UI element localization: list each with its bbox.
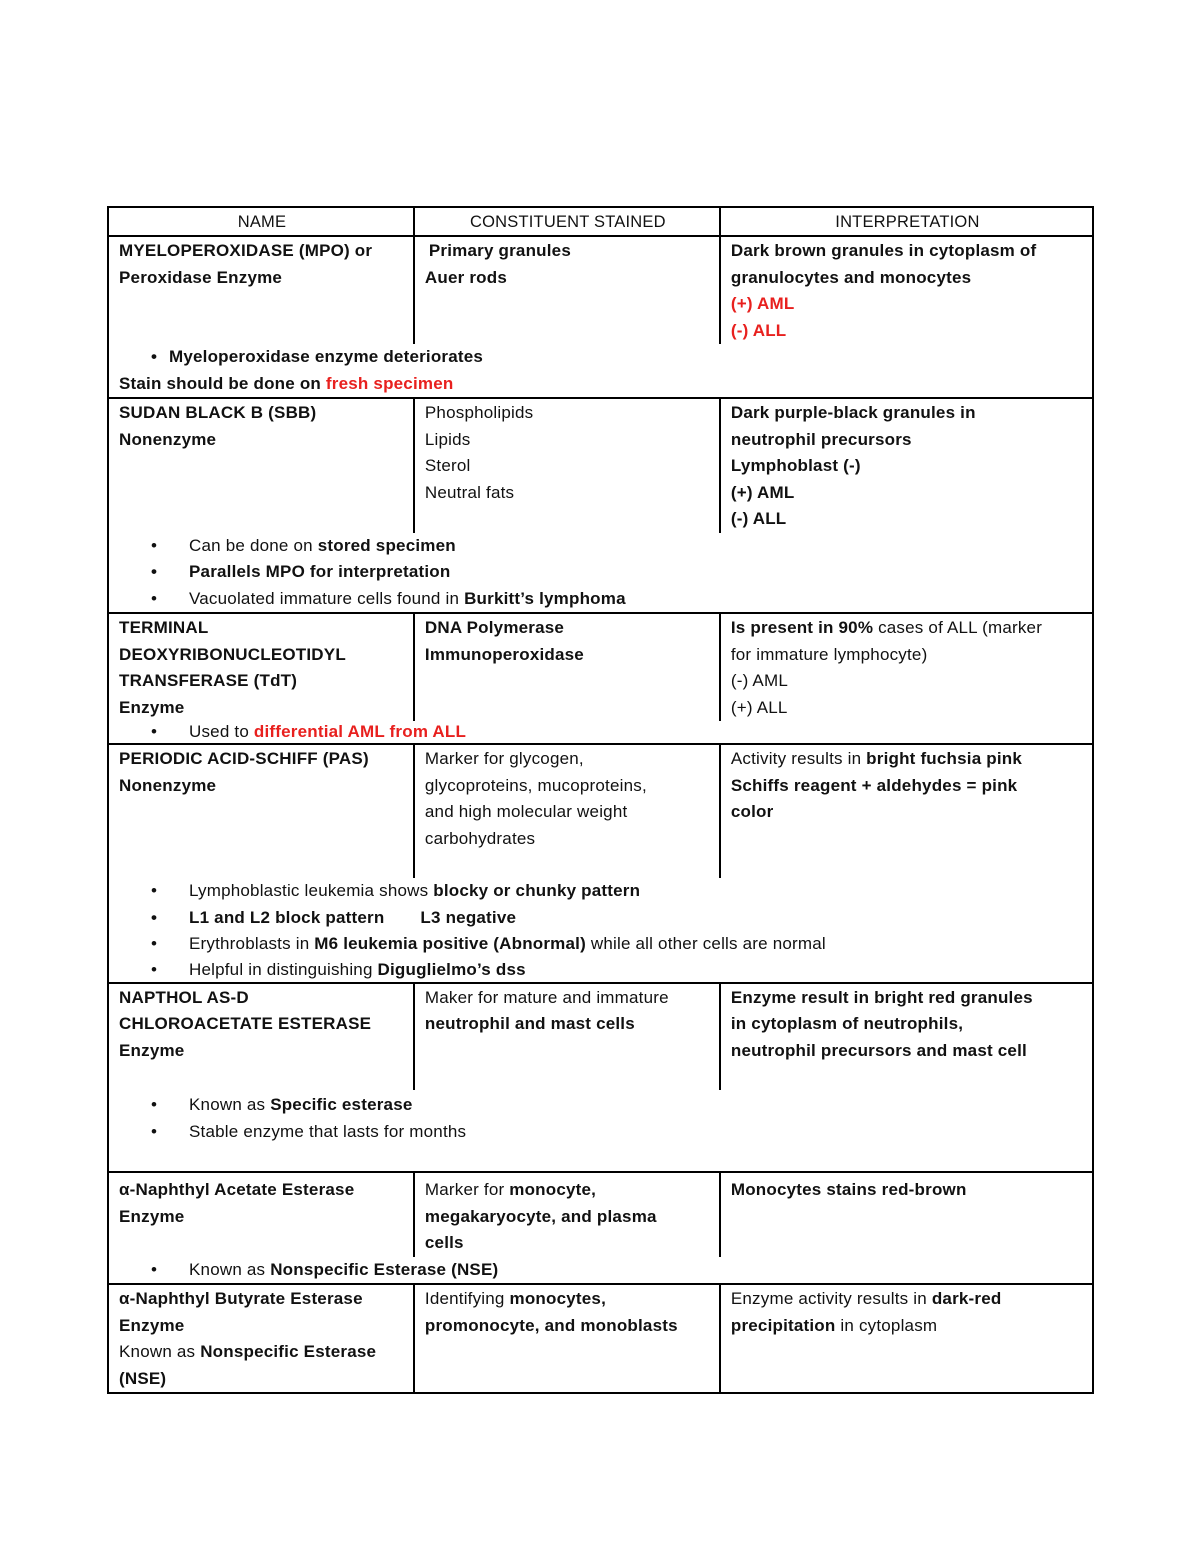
tdt-interp-line4: (+) ALL [730,697,788,717]
anb-name-line1: α-Naphthyl Butyrate Esterase [119,1289,363,1308]
table-notes-row [108,344,1093,398]
anb-interp-text: Enzyme activity results in [730,1289,932,1308]
tdt-bullet-red: differential AML from ALL [253,722,467,741]
napthol-name [108,983,414,1091]
mpo-interp-all: (-) ALL [730,320,787,340]
table-row [108,398,1093,533]
anb-interp-bold: dark-red [931,1289,1002,1308]
tdt-interp-bold: Is present in 90% [730,618,879,637]
pas-constituent-line2: glycoproteins, mucoproteins, [424,775,647,795]
sbb-constituent-line2: Lipids [424,429,471,449]
pas-name [108,744,414,878]
tdt-bullet-text: Used to [189,722,254,741]
pas-bullet-4-bold: Diguglielmo’s dss [377,959,526,979]
pas-bullet-1-text: Lymphoblastic leukemia shows [189,881,434,900]
sbb-bullet-3-text: Vacuolated immature cells found in [189,588,465,608]
table-notes-row [108,533,1093,614]
table-row [108,744,1093,878]
napthol-constituent-line2: neutrophil and mast cells [424,1014,635,1033]
sbb-interp-line2: neutrophil precursors [730,429,912,449]
pas-bullet-3-bold: M6 leukemia positive (Abnormal) [314,934,586,953]
tdt-name [108,613,414,721]
napthol-bullet-1 [151,1092,1084,1119]
table-row [108,1284,1093,1393]
pas-bullet-3 [151,931,1084,958]
napthol-interpretation [720,983,1093,1091]
pas-constituent-line1: Marker for glycogen, [424,749,584,768]
mpo-note-bullet: • Myeloperoxidase enzyme deteriorates [151,344,1084,371]
tdt-name-line4: Enzyme [119,697,185,717]
anb-interpretation [720,1284,1093,1393]
tdt-constituent [414,613,720,721]
napthol-notes [108,1090,1093,1172]
pas-bullet-2-a: L1 and L2 block pattern [189,907,385,927]
sbb-interpretation [720,398,1093,533]
ana-constituent-line1 [425,1177,711,1204]
pas-bullet-1 [151,878,1084,905]
sbb-interp-line3: Lymphoblast (-) [730,456,861,475]
ana-bullet-1-bold: Nonspecific Esterase (NSE) [270,1259,499,1279]
mpo-note-line [119,371,1084,398]
tdt-name-line1: TERMINAL [119,618,209,637]
ana-bullet-1 [151,1257,1084,1284]
ana-constituent-line3: cells [424,1233,464,1252]
sbb-bullet-1 [151,533,1084,560]
sbb-bullet-1-text: Can be done on [189,535,318,555]
ana-name-line1: α-Naphthyl Acetate Esterase [119,1180,355,1199]
mpo-name-line1: MYELOPEROXIDASE (MPO) or [119,241,373,260]
mpo-constituent [414,236,720,344]
tdt-interp-line2: for immature lymphocyte) [730,644,928,664]
mpo-notes [108,344,1093,398]
mpo-interp-line1: Dark brown granules in cytoplasm of [730,241,1037,260]
pas-interp-bold: bright fuchsia pink [866,749,1023,768]
mpo-name [108,236,414,344]
ana-constituent-bold: monocyte, [509,1180,597,1199]
napthol-interp-line1: Enzyme result in bright red granules [730,987,1033,1007]
ana-constituent [414,1172,720,1257]
tdt-name-line3: TRANSFERASE (TdT) [119,671,298,690]
pas-bullet-4 [151,958,1084,982]
pas-bullet-3-text: Erythroblasts in [189,934,315,953]
anb-name-nse: Nonspecific Esterase [200,1342,377,1361]
napthol-interp-line3: neutrophil precursors and mast cell [730,1040,1027,1060]
ana-name-line2: Enzyme [119,1206,185,1226]
mpo-constituent-line1: Primary granules [428,241,571,260]
header-name: NAME [108,207,414,236]
tdt-name-line2: DEOXYRIBONUCLEOTIDYL [119,644,346,664]
pas-bullet-3-tail: while all other cells are normal [585,934,826,953]
sbb-constituent-line1: Phospholipids [424,403,534,422]
ana-constituent-text: Marker for [424,1180,510,1199]
mpo-interpretation [720,236,1093,344]
sbb-interp-line4: (+) AML [730,482,795,502]
table-row [108,236,1093,344]
header-constituent: CONSTITUENT STAINED [414,207,720,236]
tdt-interp-line3: (-) AML [730,671,788,690]
ana-interpretation [720,1172,1093,1257]
table-notes-row [108,721,1093,744]
pas-bullet-2 [151,905,1084,932]
ana-name [108,1172,414,1257]
anb-name-line2: Enzyme [119,1315,185,1335]
ana-interp-line1: Monocytes stains red-brown [730,1180,967,1199]
anb-name-known-as: Known as [119,1342,201,1361]
sbb-constituent [414,398,720,533]
anb-constituent-bold: monocytes, [509,1289,606,1308]
table-row [108,983,1093,1091]
pas-interp-text: Activity results in [730,749,867,768]
pas-bullet-1-bold: blocky or chunky pattern [433,881,641,900]
pas-name-line1: PERIODIC ACID-SCHIFF (PAS) [119,749,369,768]
mpo-interp-aml: (+) AML [730,294,795,313]
anb-constituent [414,1284,720,1393]
mpo-name-line2: Peroxidase Enzyme [119,267,283,287]
anb-interp-line2 [731,1313,1084,1340]
anb-name-line3 [119,1339,405,1366]
pas-bullet-4-text: Helpful in distinguishing [189,959,378,979]
pas-constituent-line3: and high molecular weight [424,802,628,821]
pas-interp-line2: Schiffs reagent + aldehydes = pink [730,775,1018,795]
napthol-name-line1: NAPTHOL AS-D [119,987,249,1007]
anb-interp-line1 [731,1286,1084,1313]
sbb-interp-line1: Dark purple-black granules in [730,403,976,422]
pas-constituent [414,744,720,878]
mpo-interp-line2: granulocytes and monocytes [730,267,972,287]
sbb-constituent-line4: Neutral fats [424,482,515,502]
stain-table [107,206,1094,1394]
sbb-notes [108,533,1093,614]
table-notes-row [108,1090,1093,1172]
napthol-bullet-1-bold: Specific esterase [270,1095,413,1114]
table-row [108,1172,1093,1257]
header-interpretation: INTERPRETATION [720,207,1093,236]
pas-bullet-2-b: L3 negative [420,907,517,927]
anb-constituent-line2: promonocyte, and monoblasts [424,1315,678,1335]
sbb-constituent-line3: Sterol [424,456,471,475]
pas-notes [108,878,1093,983]
ana-bullet-1-text: Known as [189,1259,271,1279]
napthol-bullet-1-text: Known as [189,1095,271,1114]
sbb-bullet-2: • Parallels MPO for interpretation [151,559,1084,586]
anb-name [108,1284,414,1393]
sbb-name-line2: Nonenzyme [119,429,217,449]
napthol-name-line2: CHLOROACETATE ESTERASE [119,1014,372,1033]
table-header-row [108,207,1093,236]
table-row [108,613,1093,721]
tdt-constituent-line2: Immunoperoxidase [424,644,584,664]
napthol-interp-line2: in cytoplasm of neutrophils, [730,1014,964,1033]
mpo-constituent-line2: Auer rods [424,267,507,287]
anb-constituent-text: Identifying [424,1289,510,1308]
pas-name-line2: Nonenzyme [119,775,217,795]
sbb-name [108,398,414,533]
anb-name-line4: (NSE) [119,1368,167,1388]
anb-constituent-line1 [425,1286,711,1313]
sbb-bullet-3-bold: Burkitt’s lymphoma [464,588,626,608]
pas-constituent-line4: carbohydrates [424,828,536,848]
ana-constituent-line2: megakaryocyte, and plasma [424,1206,657,1226]
napthol-name-line3: Enzyme [119,1040,185,1060]
tdt-interpretation [720,613,1093,721]
napthol-constituent-line1: Maker for mature and immature [424,987,669,1007]
mpo-note-red: fresh specimen [325,373,454,393]
pas-interp-line3: color [730,802,774,821]
mpo-note-plain: Stain should be done on [119,373,326,393]
tdt-bullet [151,721,1084,743]
tdt-notes [108,721,1093,744]
anb-interp-bold-2: precipitation [730,1315,836,1335]
table-notes-row [108,1257,1093,1285]
napthol-constituent [414,983,720,1091]
anb-interp-text-2: in cytoplasm [835,1315,938,1335]
sbb-bullet-1-bold: stored specimen [317,535,456,555]
pas-interp-line1 [731,746,1084,773]
ana-notes [108,1257,1093,1285]
tdt-constituent-line1: DNA Polymerase [424,618,565,637]
tdt-interp-text: cases of ALL (marker [878,618,1043,637]
sbb-interp-line5: (-) ALL [730,509,787,528]
napthol-bullet-2: • Stable enzyme that lasts for months [151,1119,1084,1146]
sbb-name-line1: SUDAN BLACK B (SBB) [119,403,317,422]
table-notes-row [108,878,1093,983]
pas-interpretation [720,744,1093,878]
sbb-bullet-3 [151,586,1084,613]
tdt-interp-line1 [731,615,1084,642]
